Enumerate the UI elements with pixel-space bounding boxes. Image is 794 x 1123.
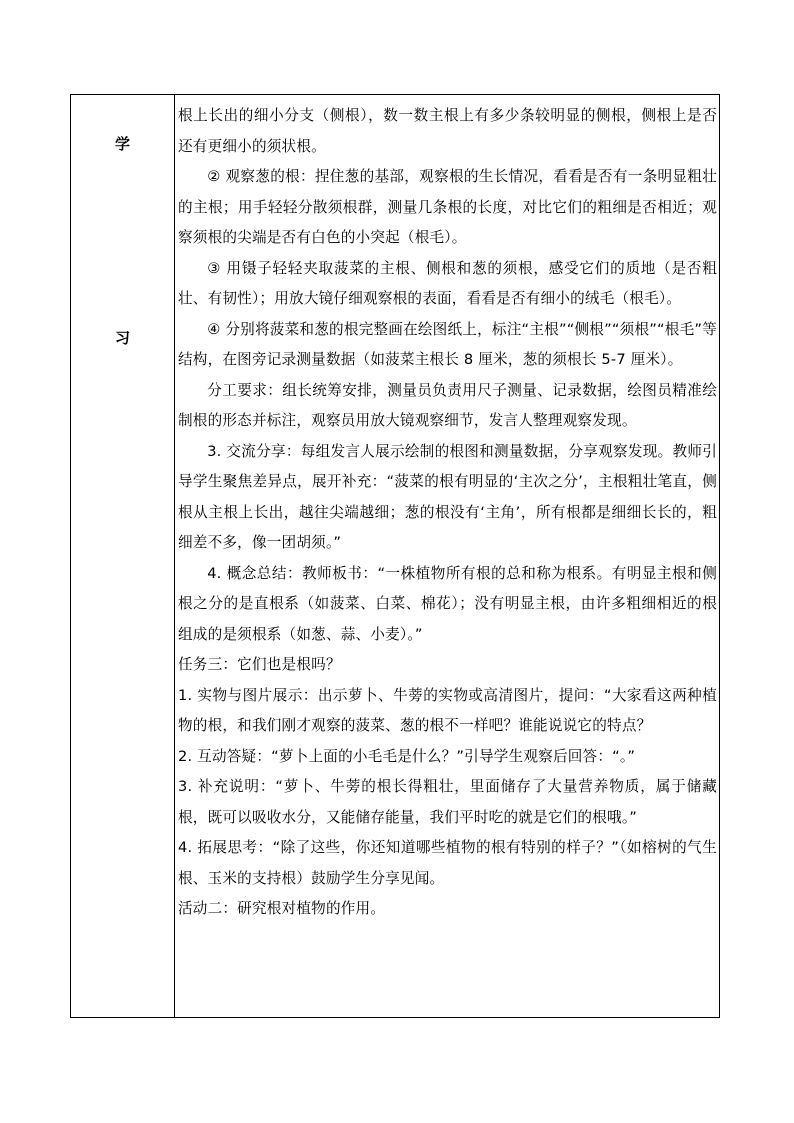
- paragraph-8: 任务三：它们也是根吗？: [178, 656, 341, 673]
- paragraph-10: 2. 互动答疑：“萝卜上面的小毛毛是什么？”引导学生观察后回答：“。”: [178, 747, 636, 765]
- paragraph-5: 分工要求：组长统筹安排，测量员负责用尺子测量、记录数据，绘图员精准绘制根的形态并标注，观察员用放大镜观察细节，发言人整理观察发现。: [178, 381, 717, 429]
- paragraph-7: 4. 概念总结：教师板书：“一株植物所有根的总和称为根系。有明显主根和侧根之分的是直根系（如菠菜、白菜、棉花）；没有明显主根，由许多粗细相近的根组成的是须根系（如葱、蒜、小麦）。”: [178, 564, 717, 643]
- label-column: [71, 95, 175, 1017]
- paragraph-12: 4. 拓展思考：“除了这些，你还知道哪些植物的根有特别的样子？”（如榕树的气生根、玉米的支持根）鼓励学生分享见闻。: [178, 839, 717, 887]
- paragraph-11: 3. 补充说明：“萝卜、牛蒡的根长得粗壮，里面储存了大量营养物质，属于储藏根，既可以吸收水分，又能储存能量，我们平时吃的就是它们的根哦。”: [178, 778, 717, 826]
- paragraph-6: 3. 交流分享：每组发言人展示绘制的根图和测量数据，分享观察发现。教师引导学生聚焦差异点，展开补充：“菠菜的根有明显的‘主次之分’，主根粗壮笔直，侧根从主根上长出，越往尖端越细；葱的根没有‘主角’，所有根都是细细长长的，粗细差不多，像一团胡须。”: [178, 442, 717, 551]
- paragraph-1: 根上长出的细小分支（侧根），数一数主根上有多少条较明显的侧根，侧根上是否还有更细小的须状根。: [178, 107, 717, 155]
- paragraph-13: 活动二：研究根对植物的作用。: [178, 900, 386, 917]
- paragraph-9: 1. 实物与图片展示：出示萝卜、牛蒡的实物或高清图片，提问：“大家看这两种植物的根，和我们刚才观察的菠菜、葱的根不一样吧？谁能说说它的特点？: [178, 686, 717, 734]
- paragraph-3: ③ 用镊子轻轻夹取菠菜的主根、侧根和葱的须根，感受它们的质地（是否粗壮、有韧性）；用放大镜仔细观察根的表面，看看是否有细小的绒毛（根毛）。: [178, 259, 717, 307]
- label-xue: 学: [114, 135, 130, 153]
- content-column: [175, 95, 719, 1017]
- lesson-table: [70, 94, 720, 1018]
- paragraph-2: ② 观察葱的根：捏住葱的基部，观察根的生长情况，看看是否有一条明显粗壮的主根；用手轻轻分散须根群，测量几条根的长度，对比它们的粗细是否相近；观察须根的尖端是否有白色的小突起（根毛）。: [178, 168, 717, 246]
- paragraph-4: ④ 分别将菠菜和葱的根完整画在绘图纸上，标注“主根”“侧根”“须根”“根毛”等结构，在图旁记录测量数据（如菠菜主根长 8 厘米，葱的须根长 5-7 厘米）。: [178, 320, 717, 368]
- label-xi: 习: [114, 329, 130, 347]
